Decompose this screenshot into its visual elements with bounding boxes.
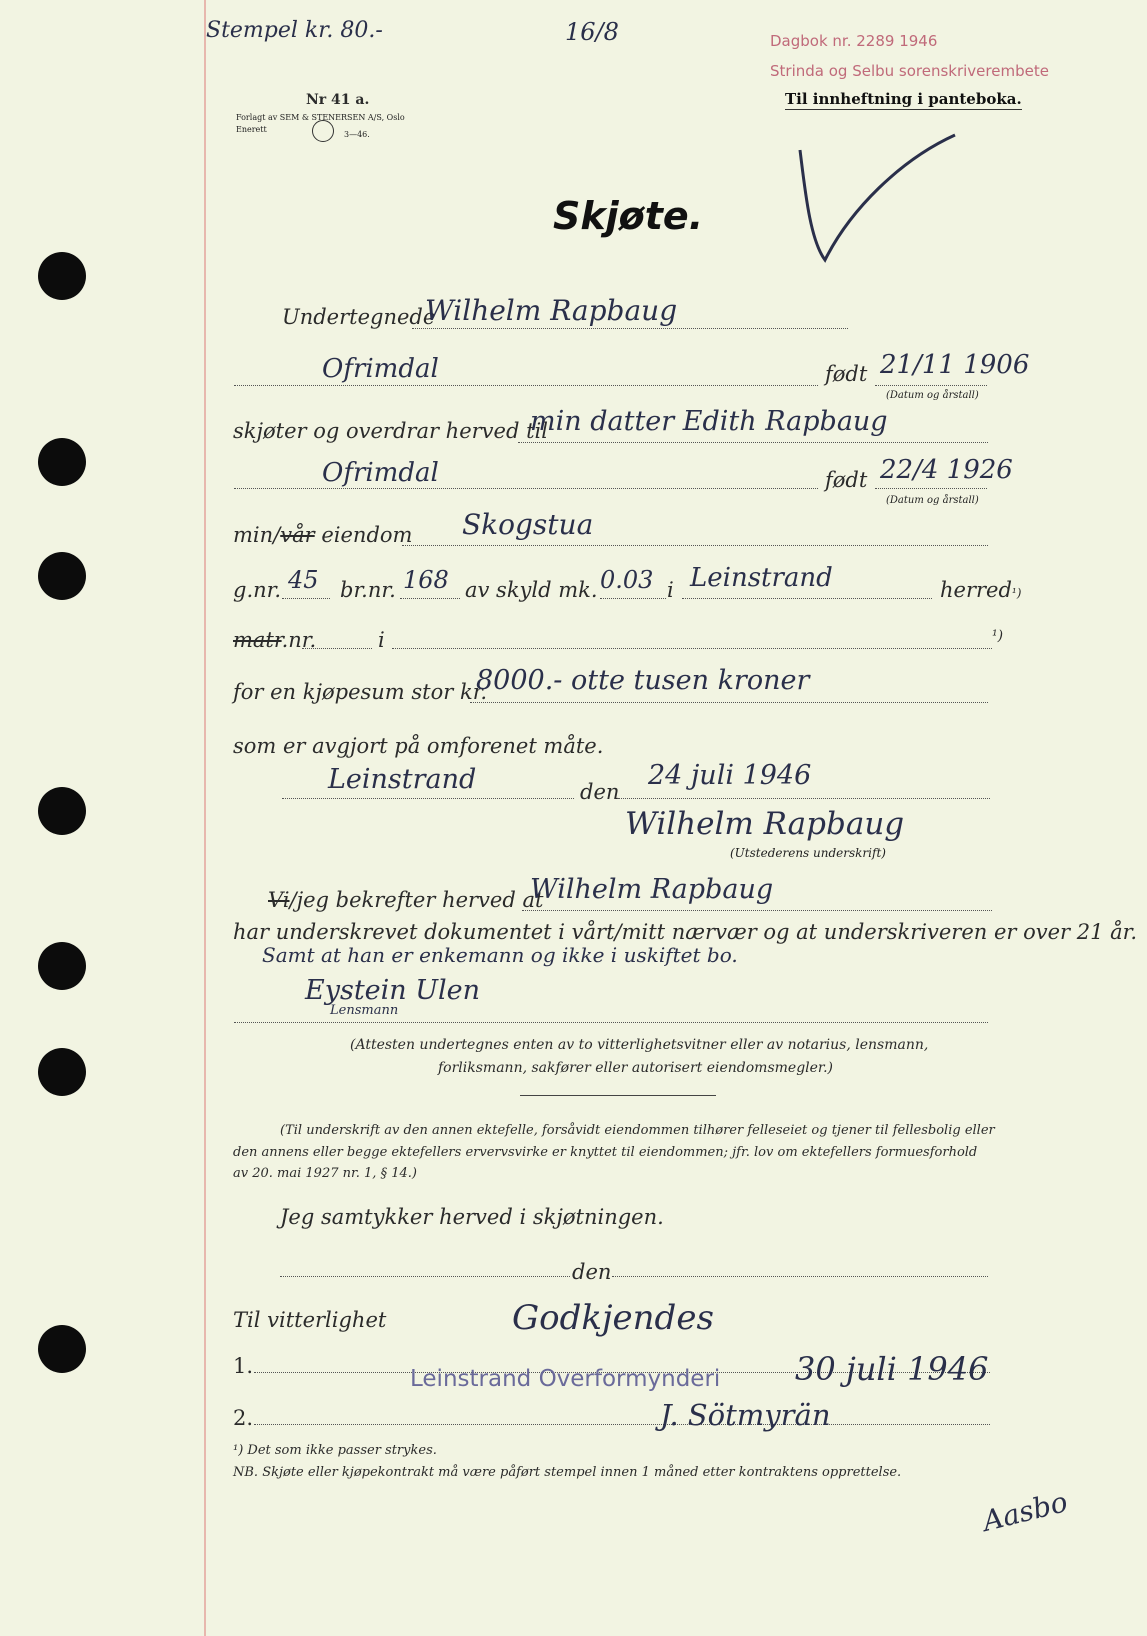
publisher-line: Forlagt av SEM & STENERSEN A/S, Oslo bbox=[236, 113, 405, 122]
page-title: Skjøte. bbox=[553, 194, 704, 238]
stamp-date: 30 juli 1946 bbox=[795, 1350, 989, 1388]
date-signed: 24 juli 1946 bbox=[648, 760, 812, 791]
undertegnede-label: Undertegnede bbox=[282, 305, 436, 329]
date-note: 16/8 bbox=[565, 18, 619, 46]
footnote-mark: ¹) bbox=[992, 628, 1004, 644]
footer-nb: NB. Skjøte eller kjøpekontrakt må være påført stempel innen 1 måned etter kontraktens opprettelse. bbox=[233, 1465, 902, 1480]
stamp-fee-note: Stempel kr. 80.- bbox=[206, 18, 383, 43]
omforenet-label: som er avgjort på omforenet måte. bbox=[233, 734, 604, 758]
place-signed: Leinstrand bbox=[328, 764, 477, 795]
publisher-enerett: Enerett bbox=[236, 125, 267, 134]
binding-note: Til innheftning i panteboka. bbox=[785, 90, 1022, 108]
form-number: Nr 41 a. bbox=[306, 92, 370, 108]
vitterlighet-label: Til vitterlighet bbox=[233, 1308, 387, 1332]
dotted-line bbox=[470, 702, 988, 703]
approved-text: Godkjendes bbox=[512, 1298, 714, 1338]
signature-hint: (Utstederens underskrift) bbox=[730, 846, 886, 860]
check-mark-icon bbox=[780, 130, 980, 270]
dotted-line bbox=[618, 798, 990, 799]
dotted-line bbox=[282, 798, 574, 799]
official-signature: J. Sötmyrän bbox=[660, 1398, 831, 1432]
dotted-line bbox=[234, 1022, 988, 1023]
brnr-label: br.nr. bbox=[340, 578, 396, 602]
dotted-line bbox=[254, 1424, 990, 1425]
spouse-note-line1: (Til underskrift av den annen ektefelle, forsåvidt eiendommen tilhører felleseiet og tjener til fellesbolig eller bbox=[280, 1123, 995, 1138]
buyer-born: 22/4 1926 bbox=[880, 455, 1013, 485]
dotted-line bbox=[234, 488, 818, 489]
dotted-line bbox=[600, 598, 666, 599]
publisher-date: 3—46. bbox=[344, 130, 370, 139]
attest-extra-note: Samt at han er enkemann og ikke i uskiftet bo. bbox=[262, 943, 738, 967]
punch-hole bbox=[38, 1325, 86, 1373]
eiendom-label: min/vår eiendom bbox=[233, 523, 413, 547]
buyer-value: min datter Edith Rapbaug bbox=[530, 406, 888, 437]
dotted-line bbox=[522, 910, 992, 911]
court-stamp: Strinda og Selbu sorenskriverembete bbox=[770, 62, 1049, 80]
punch-hole bbox=[38, 552, 86, 600]
kjopesum-label: for en kjøpesum stor kr. bbox=[233, 680, 488, 704]
bekrefter-value: Wilhelm Rapbaug bbox=[530, 874, 774, 905]
dotted-line bbox=[875, 488, 987, 489]
dotted-line bbox=[234, 385, 818, 386]
fodt-label: født bbox=[825, 362, 868, 386]
datum-hint: (Datum og årstall) bbox=[886, 495, 979, 506]
skyld-value: 0.03 bbox=[600, 566, 654, 594]
dotted-line bbox=[412, 328, 848, 329]
bekrefter-label: Vi/jeg bekrefter herved at bbox=[268, 888, 544, 912]
footer-footnote: ¹) Det som ikke passer strykes. bbox=[233, 1443, 437, 1458]
dotted-line bbox=[400, 598, 460, 599]
divider bbox=[520, 1095, 716, 1096]
herred-label: herred¹) bbox=[940, 578, 1022, 602]
skyld-label: av skyld mk. bbox=[465, 578, 598, 602]
i-label: i bbox=[378, 628, 385, 652]
dagbok-stamp: Dagbok nr. 2289 1946 bbox=[770, 32, 938, 50]
attest-statement: har underskrevet dokumentet i vårt/mitt nærvær og at underskriveren er over 21 år. bbox=[233, 920, 1138, 944]
spouse-consent: Jeg samtykker herved i skjøtningen. bbox=[280, 1205, 664, 1229]
dotted-line bbox=[402, 545, 988, 546]
buyer-place: Ofrimdal bbox=[322, 458, 439, 488]
initials: Aasbo bbox=[979, 1485, 1071, 1538]
seller-place: Ofrimdal bbox=[322, 354, 439, 384]
datum-hint: (Datum og årstall) bbox=[886, 390, 979, 401]
punch-hole bbox=[38, 787, 86, 835]
dotted-line bbox=[302, 648, 372, 649]
den-label: den bbox=[580, 780, 620, 804]
fodt-label: født bbox=[825, 468, 868, 492]
overformynderi-stamp: Leinstrand Overformynderi bbox=[410, 1366, 721, 1392]
i-label: i bbox=[667, 578, 674, 602]
gnr-label: g.nr. bbox=[233, 578, 282, 602]
margin-line bbox=[204, 0, 206, 1636]
witness-line-2: 2. bbox=[233, 1406, 254, 1430]
spouse-note-line3: av 20. mai 1927 nr. 1, § 14.) bbox=[233, 1166, 417, 1181]
brnr-value: 168 bbox=[403, 566, 449, 594]
punch-hole bbox=[38, 942, 86, 990]
attest-note-line2: forliksmann, sakfører eller autorisert eiendomsmegler.) bbox=[438, 1060, 833, 1076]
dotted-line bbox=[875, 385, 987, 386]
witness-signature: Eystein Ulen bbox=[305, 975, 481, 1006]
herred-value: Leinstrand bbox=[690, 563, 833, 593]
dotted-line bbox=[392, 648, 992, 649]
punch-hole bbox=[38, 252, 86, 300]
seller-signature: Wilhelm Rapbaug bbox=[625, 806, 905, 842]
dotted-line bbox=[280, 1276, 570, 1277]
dotted-line bbox=[612, 1276, 988, 1277]
publisher-logo bbox=[312, 120, 334, 142]
den-label: den bbox=[572, 1260, 612, 1284]
spouse-note-line2: den annens eller begge ektefellers ervervsvirke er knyttet til eiendommen; jfr. lov om ektefellers formuesforhold bbox=[233, 1145, 978, 1160]
punch-hole bbox=[38, 1048, 86, 1096]
matr-label: matr.nr. bbox=[233, 628, 317, 652]
dotted-line bbox=[282, 598, 330, 599]
kjopesum-value: 8000.- otte tusen kroner bbox=[476, 665, 810, 696]
transfer-label: skjøter og overdrar herved til bbox=[233, 419, 548, 443]
punch-hole bbox=[38, 438, 86, 486]
gnr-value: 45 bbox=[288, 566, 319, 594]
witness-line-1: 1. bbox=[233, 1354, 254, 1378]
seller-born: 21/11 1906 bbox=[880, 350, 1030, 380]
dotted-line bbox=[682, 598, 932, 599]
undertegnede-value: Wilhelm Rapbaug bbox=[425, 294, 678, 327]
attest-note-line1: (Attesten undertegnes enten av to vitterlighetsvitner eller av notarius, lensmann, bbox=[350, 1037, 929, 1053]
dotted-line bbox=[518, 442, 988, 443]
eiendom-value: Skogstua bbox=[462, 508, 594, 541]
witness-title: Lensmann bbox=[330, 1003, 399, 1018]
